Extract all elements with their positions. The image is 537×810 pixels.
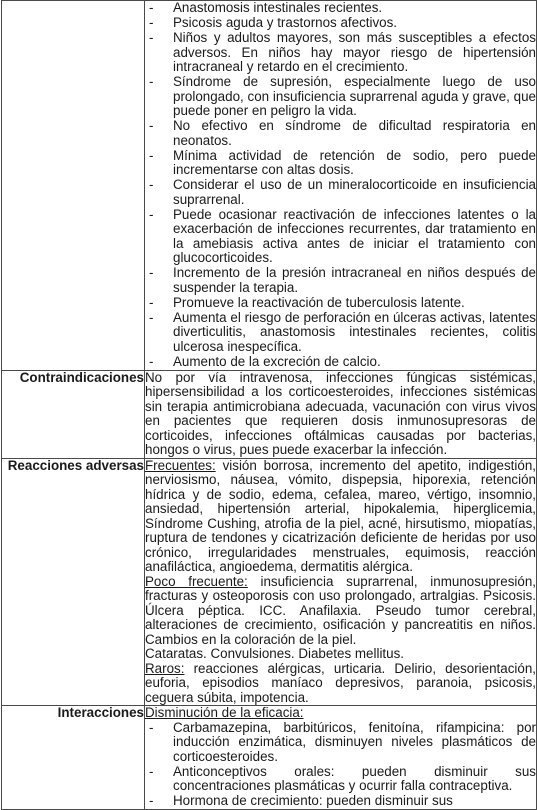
frequent-text: visión borrosa, incremento del apetito, indigestión, nerviosismo, náusea, vómito, dispepsia, hiporexia, retención hídrica y de sodio, edema, cefalea, mareo, vértigo, insomnio, ansiedad, hipertensión arterial, hipokalemia, hiperglicemia, Síndrome Cushing, atrofia de la piel, acné, hirsutismo, miopatías, ruptura de tendones y cicatrización deficiente de heridas por uso crónico, irregularidades menstruales, equimosis, reacción anafiláctica, angioedema, dermatitis alérgica. <box>145 457 536 574</box>
adverse-reactions-row <box>2 458 537 706</box>
contraindications-heading: Contraindicaciones <box>2 370 145 458</box>
contraindications-text <box>145 370 537 458</box>
precautions-row <box>2 1 537 371</box>
interactions-row <box>2 706 537 810</box>
list-item: - Incremento de la presión intracraneal en niños después de suspender la terapia. <box>145 266 536 295</box>
frequent-paragraph <box>145 459 536 575</box>
drug-info-table <box>1 0 537 810</box>
rare-text: reacciones alérgicas, urticaria. Delirio, desorientación, euforia, episodios maníaco depresivos, paranoia, psicosis, ceguera súbita, impotencia. <box>145 660 536 705</box>
list-item: - Hormona de crecimiento: pueden disminuir sus <box>145 794 536 809</box>
list-item: - Puede ocasionar reactivación de infecciones latentes o la exacerbación de infecciones recurrentes, dar tratamiento en la amebiasis activa antes de iniciar el tratamiento con glucocorticoides. <box>145 208 536 266</box>
precautions-list <box>145 1 536 369</box>
precautions-heading-cell <box>2 1 145 371</box>
infrequent-paragraph <box>145 575 536 648</box>
rare-label: Raros: <box>145 660 185 676</box>
adverse-reactions-heading: Reacciones adversas <box>2 458 145 706</box>
frequent-label: Frecuentes: <box>145 457 216 473</box>
list-item: - Síndrome de supresión, especialmente luego de uso prolongado, con insuficiencia suprarrenal aguda y grave, que puede poner en peligro la vida. <box>145 75 536 119</box>
list-item: - Considerar el uso de un mineralocorticoide en insuficiencia suprarrenal. <box>145 178 536 207</box>
infrequent-paragraph-2: Cataratas. Convulsiones. Diabetes mellitus. <box>145 646 405 661</box>
contraindications-paragraph: No por vía intravenosa, infecciones fúngicas sistémicas, hipersensibilidad a los corticoesteroides, infecciones sistémicas sin terapia antimicrobiana adecuada, vacunación con virus vivos en pacientes que requieren dosis inmunosupresoras de corticoides, infecciones oftálmicas causadas por bacterias, hongos o virus, pues puede exacerbar la infección. <box>145 369 536 457</box>
interactions-heading: Interacciones <box>2 706 145 810</box>
adverse-reactions-cell <box>145 458 537 706</box>
list-item: - Psicosis aguda y trastornos afectivos. <box>145 16 536 31</box>
list-item: - Mínima actividad de retención de sodio, pero puede incrementarse con altas dosis. <box>145 149 536 178</box>
list-item: - Aumento de la excreción de calcio. <box>145 355 536 370</box>
interactions-cell <box>145 706 537 810</box>
list-item: - Carbamazepina, barbitúricos, fenitoína, rifampicina: por inducción enzimática, disminuyen niveles plasmáticos de corticoesteroides. <box>145 721 536 765</box>
infrequent-label: Poco frecuente: <box>145 573 248 589</box>
infrequent-text: insuficiencia suprarrenal, inmunosupresión, fracturas y osteoporosis con uso prolongado, artralgias. Psicosis. Úlcera péptica. ICC. Anafilaxia. Pseudo tumor cerebral, alteraciones de crecimiento, osificación y pancreatitis en niños. Cambios en la coloración de la piel. <box>145 573 536 647</box>
precautions-cell <box>145 1 537 371</box>
list-item: - No efectivo en síndrome de dificultad respiratoria en neonatos. <box>145 119 536 148</box>
list-item: - Anastomosis intestinales recientes. <box>145 1 536 16</box>
list-item: - Anticonceptivos orales: pueden disminuir sus concentraciones plasmáticas y ocurrir falla contraceptiva. <box>145 765 536 794</box>
rare-paragraph <box>145 662 536 706</box>
interactions-subheading: Disminución de la eficacia: <box>145 705 304 720</box>
interactions-list <box>145 721 536 809</box>
list-item: - Aumenta el riesgo de perforación en úlceras activas, latentes diverticulitis, anastomosis intestinales recientes, colitis ulcerosa inespecífica. <box>145 311 536 355</box>
list-item: - Promueve la reactivación de tuberculosis latente. <box>145 296 536 311</box>
list-item: - Niños y adultos mayores, son más susceptibles a efectos adversos. En niños hay mayor riesgo de hipertensión intracraneal y retardo en el crecimiento. <box>145 31 536 75</box>
contraindications-row <box>2 370 537 458</box>
